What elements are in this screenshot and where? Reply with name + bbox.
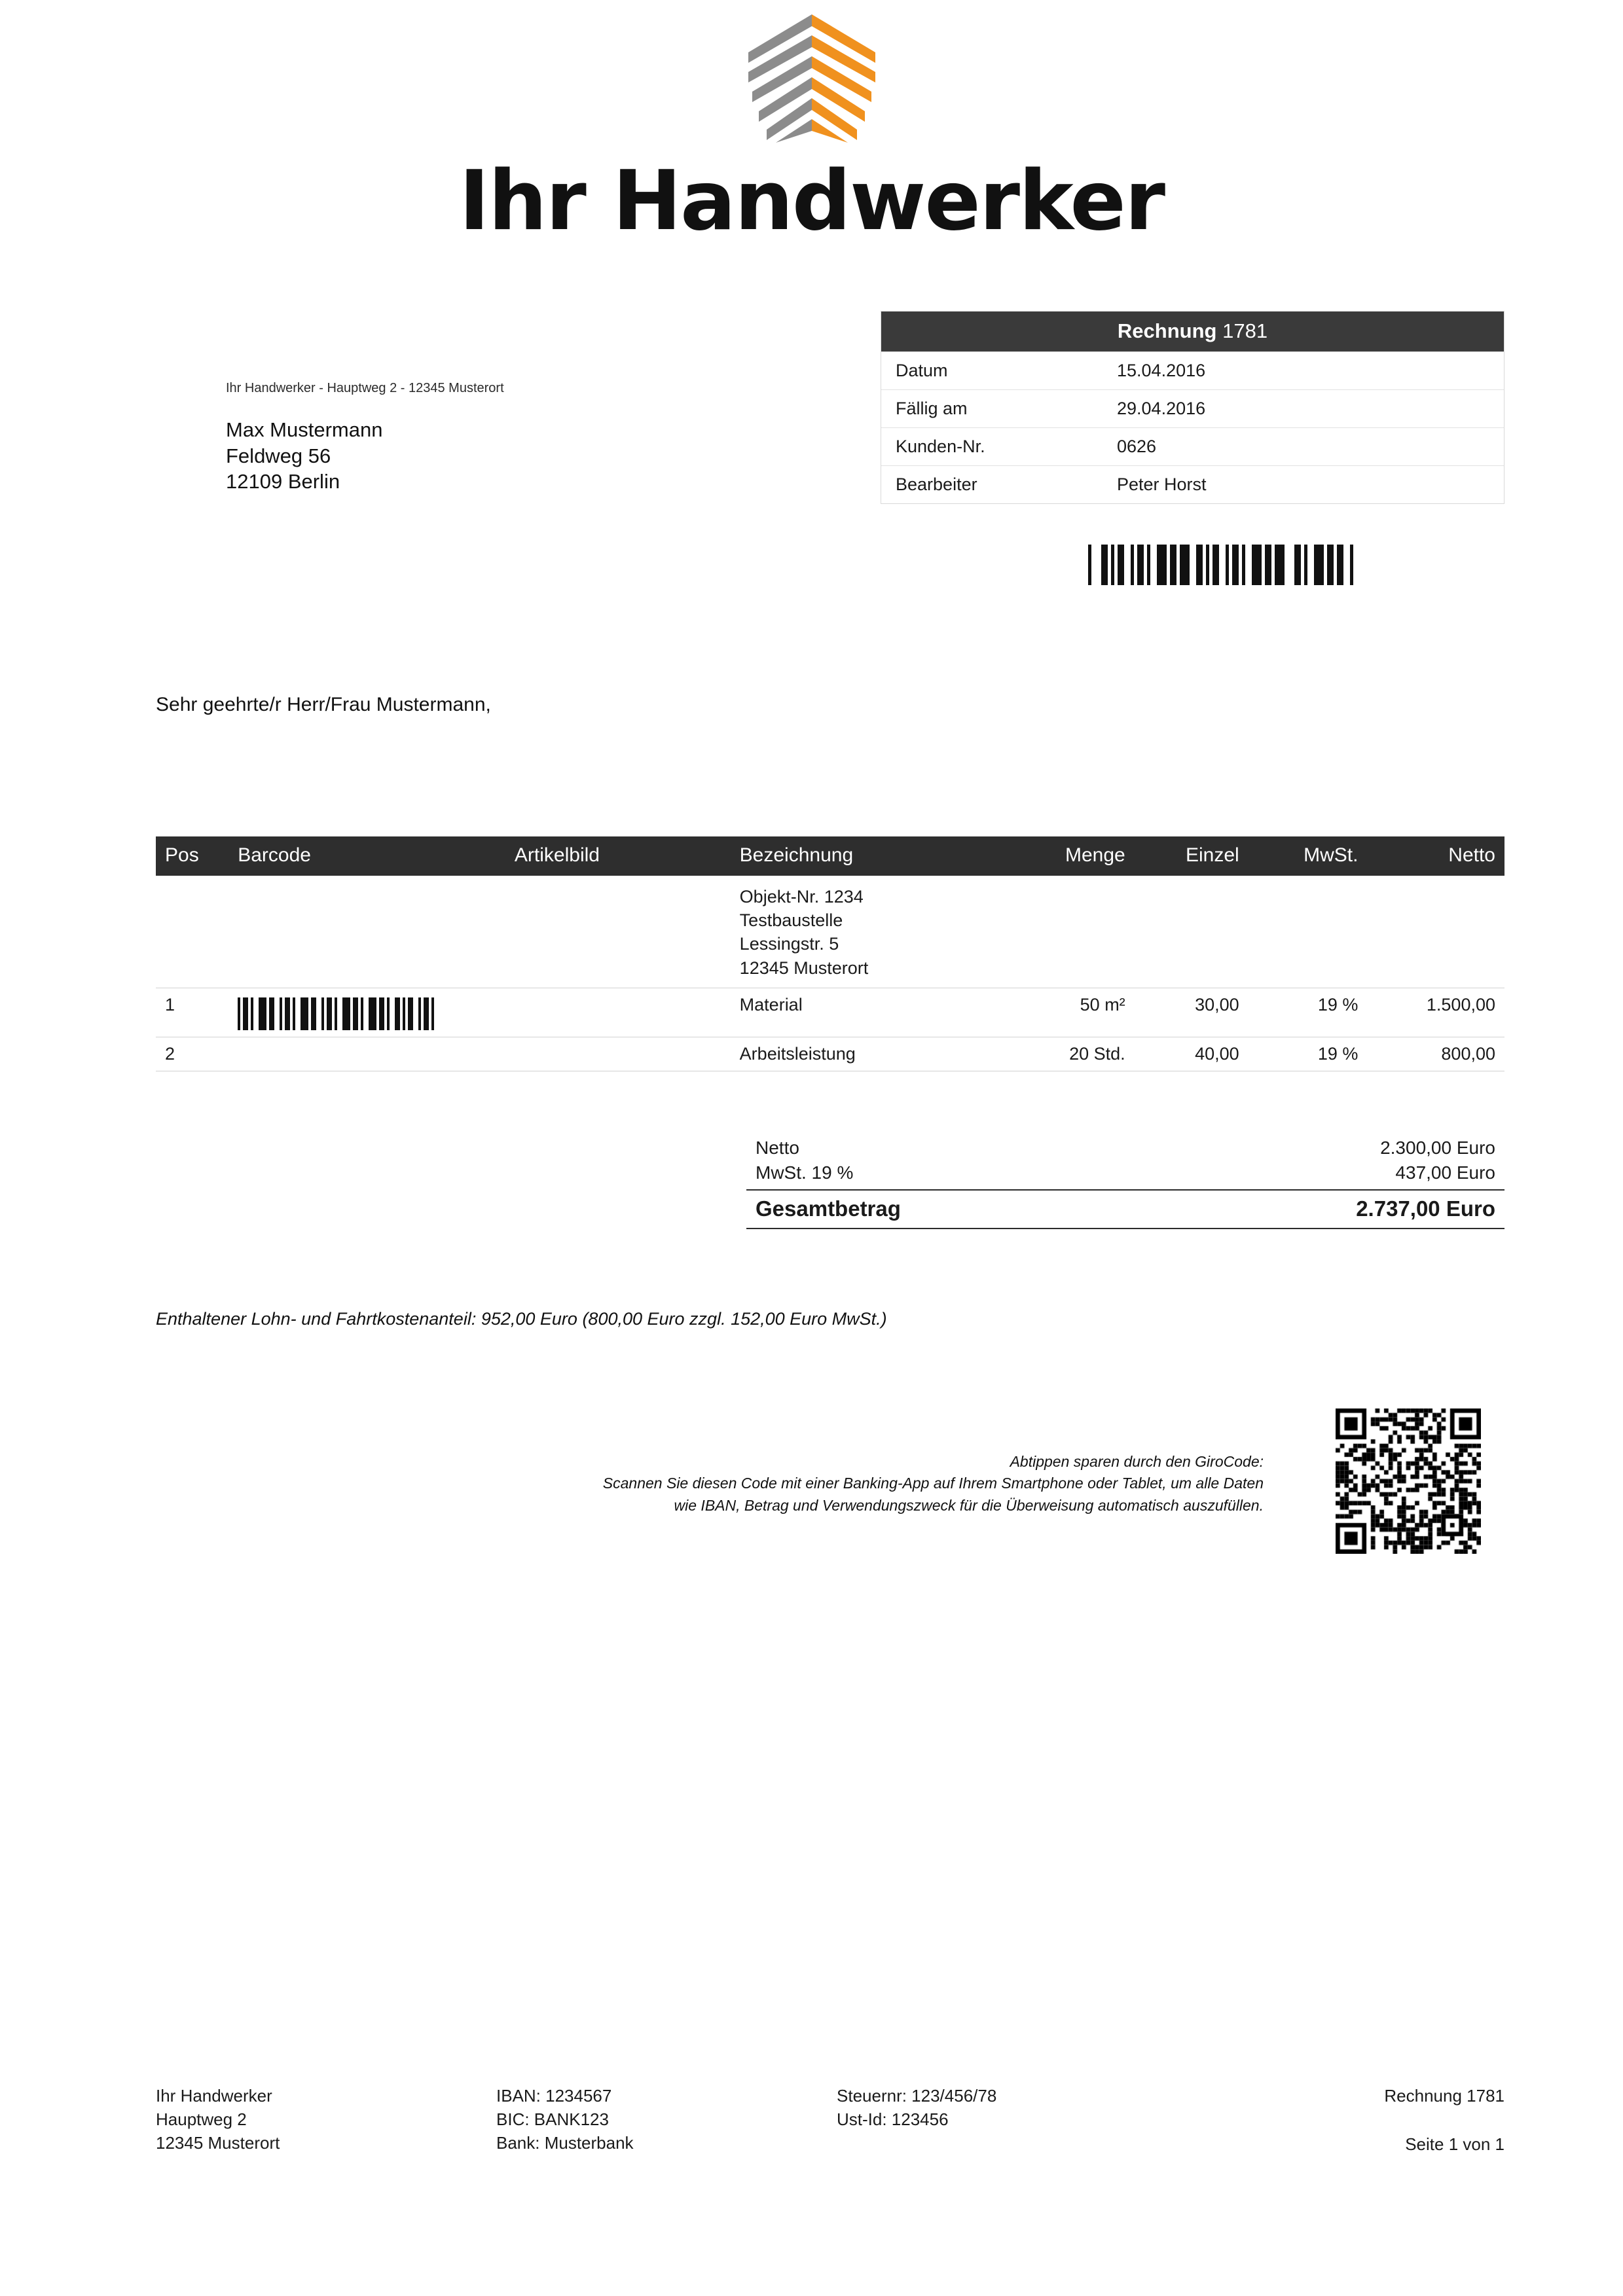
total-net-value: 2.300,00 Euro bbox=[1380, 1138, 1495, 1158]
object-image-empty bbox=[505, 876, 731, 988]
header-description: Bezeichnung bbox=[731, 836, 1010, 876]
row-description: Material bbox=[731, 988, 1010, 1037]
header-pos: Pos bbox=[156, 836, 228, 876]
footer-bank: Bank: Musterbank bbox=[496, 2132, 634, 2153]
row-pos: 1 bbox=[156, 988, 228, 1037]
row-net: 800,00 bbox=[1367, 1037, 1504, 1071]
invoice-number: 1781 bbox=[1222, 319, 1268, 342]
meta-row-due bbox=[881, 389, 1504, 427]
meta-value-agent: Peter Horst bbox=[1117, 475, 1207, 494]
girocode-line-2: Scannen Sie diesen Code mit einer Banking-App auf Ihrem Smartphone oder Tablet, um alle Daten bbox=[602, 1475, 1264, 1492]
company-name: Ihr Handwerker bbox=[459, 152, 1164, 249]
company-logo-block bbox=[0, 12, 1623, 247]
object-number: Objekt-Nr. 1234 bbox=[739, 887, 864, 906]
footer-company-street: Hauptweg 2 bbox=[156, 2109, 247, 2129]
meta-row-customer bbox=[881, 427, 1504, 465]
meta-value-due: 29.04.2016 bbox=[1117, 399, 1206, 418]
girocode-line-1: Abtippen sparen durch den GiroCode: bbox=[1010, 1453, 1264, 1470]
row-net: 1.500,00 bbox=[1367, 988, 1504, 1037]
sender-address-line: Ihr Handwerker - Hauptweg 2 - 12345 Musterort bbox=[226, 381, 504, 395]
object-barcode-empty bbox=[228, 876, 505, 988]
line-items-table bbox=[156, 836, 1504, 1071]
building-logo-icon bbox=[737, 12, 887, 146]
footer-iban: IBAN: 1234567 bbox=[496, 2086, 612, 2106]
header-unit-price: Einzel bbox=[1135, 836, 1249, 876]
object-street: Lessingstr. 5 bbox=[739, 934, 839, 954]
row-barcode bbox=[228, 988, 505, 1037]
labor-cost-note: Enthaltener Lohn- und Fahrtkostenanteil: 952,00 Euro (800,00 Euro zzgl. 152,00 Euro MwSt.) bbox=[156, 1309, 887, 1329]
total-vat-label: MwSt. 19 % bbox=[756, 1162, 854, 1183]
header-quantity: Menge bbox=[1009, 836, 1134, 876]
girocode-line-3: wie IBAN, Betrag und Verwendungszweck für die Überweisung automatisch auszufüllen. bbox=[674, 1496, 1264, 1514]
invoice-meta-title bbox=[881, 312, 1504, 351]
row-unit-price: 40,00 bbox=[1135, 1037, 1249, 1071]
object-city: 12345 Musterort bbox=[739, 958, 869, 978]
row-quantity: 50 m² bbox=[1009, 988, 1134, 1037]
total-net-row bbox=[746, 1136, 1504, 1160]
recipient-address bbox=[226, 417, 382, 495]
meta-label-date: Datum bbox=[896, 361, 948, 380]
footer-page-number: Seite 1 von 1 bbox=[1405, 2134, 1504, 2154]
meta-row-agent bbox=[881, 465, 1504, 503]
footer-bank-column bbox=[496, 2085, 837, 2157]
footer-bic: BIC: BANK123 bbox=[496, 2109, 609, 2129]
recipient-city: 12109 Berlin bbox=[226, 470, 340, 493]
footer-reference-column bbox=[1256, 2085, 1504, 2157]
table-row bbox=[156, 1037, 1504, 1071]
row-description: Arbeitsleistung bbox=[731, 1037, 1010, 1071]
object-address-block bbox=[731, 876, 1504, 988]
footer-company-name: Ihr Handwerker bbox=[156, 2086, 272, 2106]
meta-label-customer: Kunden-Nr. bbox=[896, 437, 985, 456]
row-vat: 19 % bbox=[1249, 988, 1368, 1037]
total-vat-value: 437,00 Euro bbox=[1395, 1162, 1495, 1183]
invoice-title-label: Rechnung bbox=[1117, 319, 1217, 342]
invoice-meta-box bbox=[881, 311, 1504, 504]
object-site-name: Testbaustelle bbox=[739, 910, 843, 931]
recipient-name: Max Mustermann bbox=[226, 418, 383, 441]
totals-block bbox=[746, 1136, 1504, 1229]
row-unit-price: 30,00 bbox=[1135, 988, 1249, 1037]
row-article-image bbox=[505, 988, 731, 1037]
total-vat-row bbox=[746, 1160, 1504, 1185]
header-barcode: Barcode bbox=[228, 836, 505, 876]
table-header-row bbox=[156, 836, 1504, 876]
row-vat: 19 % bbox=[1249, 1037, 1368, 1071]
row-barcode bbox=[228, 1037, 505, 1071]
row-article-image bbox=[505, 1037, 731, 1071]
meta-value-customer: 0626 bbox=[1117, 437, 1157, 456]
invoice-barcode bbox=[1088, 545, 1353, 585]
object-pos-empty bbox=[156, 876, 228, 988]
page-footer bbox=[156, 2085, 1504, 2157]
footer-company-city: 12345 Musterort bbox=[156, 2132, 280, 2153]
row-pos: 2 bbox=[156, 1037, 228, 1071]
footer-doc-reference: Rechnung 1781 bbox=[1384, 2086, 1504, 2106]
girocode-instructions bbox=[419, 1451, 1264, 1516]
meta-value-date: 15.04.2016 bbox=[1117, 361, 1206, 380]
footer-tax-column bbox=[837, 2085, 1256, 2157]
grand-total-row bbox=[746, 1189, 1504, 1229]
object-info-row bbox=[156, 876, 1504, 988]
meta-label-agent: Bearbeiter bbox=[896, 475, 977, 494]
footer-company-column bbox=[156, 2085, 496, 2157]
header-net: Netto bbox=[1367, 836, 1504, 876]
footer-vat-id: Ust-Id: 123456 bbox=[837, 2109, 949, 2129]
total-net-label: Netto bbox=[756, 1138, 799, 1158]
table-row bbox=[156, 988, 1504, 1037]
footer-tax-number: Steuernr: 123/456/78 bbox=[837, 2086, 997, 2106]
meta-label-due: Fällig am bbox=[896, 399, 968, 418]
salutation-text: Sehr geehrte/r Herr/Frau Mustermann, bbox=[156, 694, 491, 715]
grand-total-label: Gesamtbetrag bbox=[756, 1196, 901, 1221]
header-vat: MwSt. bbox=[1249, 836, 1368, 876]
grand-total-value: 2.737,00 Euro bbox=[1356, 1196, 1495, 1221]
recipient-street: Feldweg 56 bbox=[226, 444, 331, 467]
row-quantity: 20 Std. bbox=[1009, 1037, 1134, 1071]
meta-row-date bbox=[881, 351, 1504, 389]
qr-code-icon bbox=[1330, 1403, 1486, 1559]
header-article-image: Artikelbild bbox=[505, 836, 731, 876]
